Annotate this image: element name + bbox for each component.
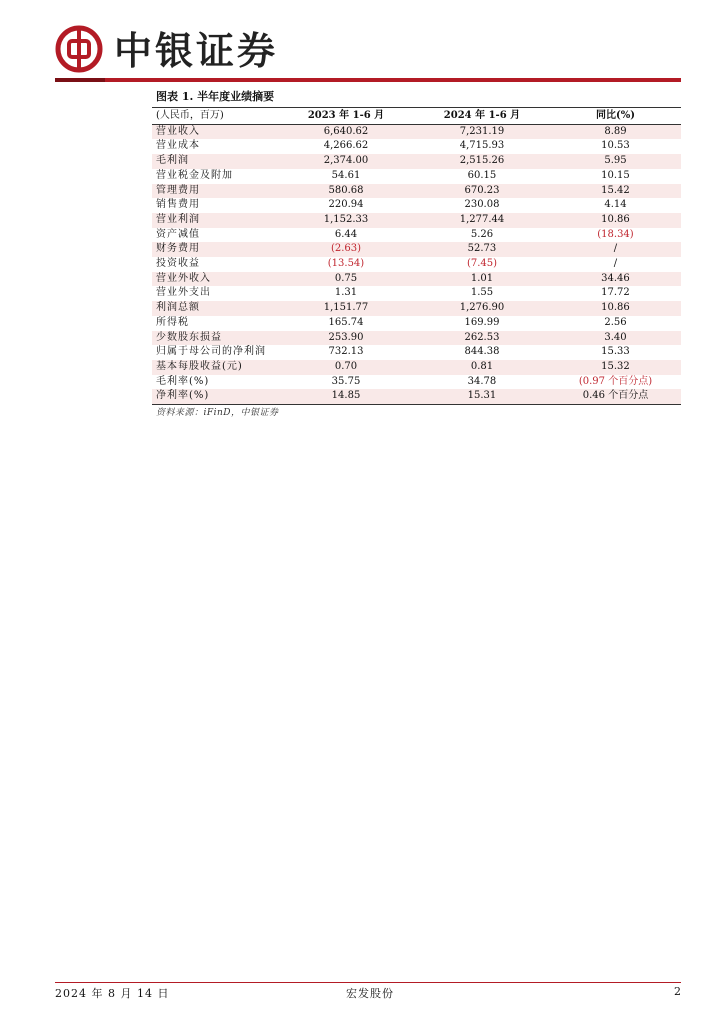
table-row bbox=[152, 389, 681, 404]
row-label: 投资收益 bbox=[156, 258, 200, 270]
value-yoy: 10.86 bbox=[601, 302, 630, 314]
column-header-2023: 2023 年 1-6 月 bbox=[278, 109, 414, 124]
value-2024: 670.23 bbox=[464, 184, 500, 196]
table-row bbox=[152, 301, 681, 316]
bank-of-china-logo-icon bbox=[55, 25, 103, 73]
row-label: 基本每股收益(元) bbox=[156, 360, 243, 372]
table-row bbox=[152, 124, 681, 139]
summary-table bbox=[152, 109, 681, 405]
row-label: 净利率(%) bbox=[152, 389, 278, 404]
row-label: 归属于母公司的净利润 bbox=[156, 346, 266, 358]
row-label: 管理费用 bbox=[156, 184, 200, 196]
value-yoy: 8.89 bbox=[604, 125, 627, 137]
value-2024: 4,715.93 bbox=[459, 140, 505, 152]
value-yoy: 3.40 bbox=[604, 331, 627, 343]
value-2023: 6,640.62 bbox=[323, 125, 369, 137]
value-2024: 262.53 bbox=[464, 331, 500, 343]
value-yoy: (0.97 个百分点) bbox=[578, 375, 653, 387]
value-2024: 0.81 bbox=[470, 360, 494, 372]
table-row bbox=[152, 139, 681, 154]
table-row bbox=[152, 316, 681, 331]
value-2023: 0.70 bbox=[334, 360, 358, 372]
value-2023: 35.75 bbox=[331, 375, 361, 387]
table-row bbox=[152, 242, 681, 257]
value-2024: 5.26 bbox=[470, 228, 494, 240]
row-label: 毛利润 bbox=[156, 155, 189, 167]
value-yoy: 15.33 bbox=[601, 346, 630, 358]
row-label: 资产减值 bbox=[156, 228, 200, 240]
row-label: 所得税 bbox=[156, 316, 189, 328]
row-label: 销售费用 bbox=[156, 199, 200, 211]
value-yoy: 15.32 bbox=[601, 360, 630, 372]
value-2024: 7,231.19 bbox=[459, 125, 505, 137]
value-2023: 14.85 bbox=[278, 389, 414, 404]
value-2024: 2,515.26 bbox=[459, 155, 505, 167]
column-header-yoy: 同比(%) bbox=[550, 109, 681, 124]
source-note: 资料来源：iFinD，中银证券 bbox=[156, 408, 279, 418]
value-2023: 6.44 bbox=[334, 228, 358, 240]
value-yoy: (18.34) bbox=[597, 228, 634, 240]
footer-rule bbox=[55, 982, 681, 983]
value-2023: 2,374.00 bbox=[323, 155, 369, 167]
footer-date: 2024 年 8 月 14 日 bbox=[55, 987, 170, 1000]
value-2024: 1.01 bbox=[470, 272, 494, 284]
value-2023: (2.63) bbox=[330, 243, 362, 255]
row-label: 利润总额 bbox=[156, 302, 200, 314]
row-label: 毛利率(%) bbox=[156, 375, 210, 387]
table-row bbox=[152, 184, 681, 199]
value-yoy: 4.14 bbox=[604, 199, 627, 211]
value-2023: 732.13 bbox=[328, 346, 364, 358]
value-2023: 0.75 bbox=[334, 272, 358, 284]
table-row bbox=[152, 360, 681, 375]
value-yoy: 17.72 bbox=[601, 287, 630, 299]
value-yoy: 5.95 bbox=[604, 155, 627, 167]
row-label: 营业利润 bbox=[156, 213, 200, 225]
figure-title: 图表 1. 半年度业绩摘要 bbox=[156, 90, 275, 103]
header-rule bbox=[55, 78, 681, 82]
value-2024: 169.99 bbox=[464, 316, 500, 328]
header-rule-accent bbox=[55, 78, 105, 82]
table-header-row bbox=[152, 109, 681, 124]
page-number: 2 bbox=[674, 985, 681, 998]
value-2023: 580.68 bbox=[328, 184, 364, 196]
value-2024: 60.15 bbox=[467, 169, 497, 181]
value-yoy: 2.56 bbox=[604, 316, 627, 328]
value-yoy: / bbox=[613, 258, 618, 270]
table-row bbox=[152, 257, 681, 272]
value-2024: 52.73 bbox=[467, 243, 497, 255]
row-label: 营业外支出 bbox=[156, 287, 211, 299]
value-yoy: 10.15 bbox=[601, 169, 630, 181]
value-2023: 220.94 bbox=[328, 199, 364, 211]
table-body bbox=[152, 124, 681, 404]
footer-company: 宏发股份 bbox=[346, 987, 394, 1000]
value-yoy: 0.46 个百分点 bbox=[550, 389, 681, 404]
row-label: 营业成本 bbox=[156, 140, 200, 152]
value-2024: (7.45) bbox=[466, 258, 498, 270]
value-yoy: 10.86 bbox=[601, 213, 630, 225]
value-yoy: 34.46 bbox=[601, 272, 630, 284]
title-rule bbox=[152, 107, 681, 108]
table-row bbox=[152, 272, 681, 287]
value-2024: 1.55 bbox=[470, 287, 494, 299]
value-yoy: 15.42 bbox=[601, 184, 630, 196]
value-2024: 1,277.44 bbox=[459, 213, 505, 225]
value-2024: 1,276.90 bbox=[459, 302, 505, 314]
column-header-2024: 2024 年 1-6 月 bbox=[414, 109, 550, 124]
brand-name: 中银证券 bbox=[114, 28, 279, 73]
table-row bbox=[152, 331, 681, 346]
table-row bbox=[152, 198, 681, 213]
value-2023: (13.54) bbox=[327, 258, 365, 270]
value-2023: 165.74 bbox=[328, 316, 364, 328]
row-label: 财务费用 bbox=[156, 243, 200, 255]
value-2023: 54.61 bbox=[331, 169, 361, 181]
table-row bbox=[152, 286, 681, 301]
value-yoy: / bbox=[613, 243, 618, 255]
table-row bbox=[152, 213, 681, 228]
table-row bbox=[152, 345, 681, 360]
column-header-unit: (人民币，百万) bbox=[152, 109, 278, 124]
value-2024: 844.38 bbox=[464, 346, 500, 358]
value-2024: 34.78 bbox=[467, 375, 497, 387]
row-label: 少数股东损益 bbox=[156, 331, 222, 343]
row-label: 营业外收入 bbox=[156, 272, 211, 284]
value-2023: 4,266.62 bbox=[323, 140, 369, 152]
table-row bbox=[152, 375, 681, 390]
row-label: 营业收入 bbox=[156, 125, 200, 137]
table-row bbox=[152, 169, 681, 184]
value-2023: 253.90 bbox=[328, 331, 364, 343]
value-2024: 230.08 bbox=[464, 199, 500, 211]
value-2024: 15.31 bbox=[414, 389, 550, 404]
value-yoy: 10.53 bbox=[601, 140, 630, 152]
table-row bbox=[152, 154, 681, 169]
table-row bbox=[152, 228, 681, 243]
row-label: 营业税金及附加 bbox=[156, 169, 233, 181]
value-2023: 1,152.33 bbox=[323, 213, 369, 225]
value-2023: 1.31 bbox=[334, 287, 358, 299]
value-2023: 1,151.77 bbox=[323, 302, 369, 314]
